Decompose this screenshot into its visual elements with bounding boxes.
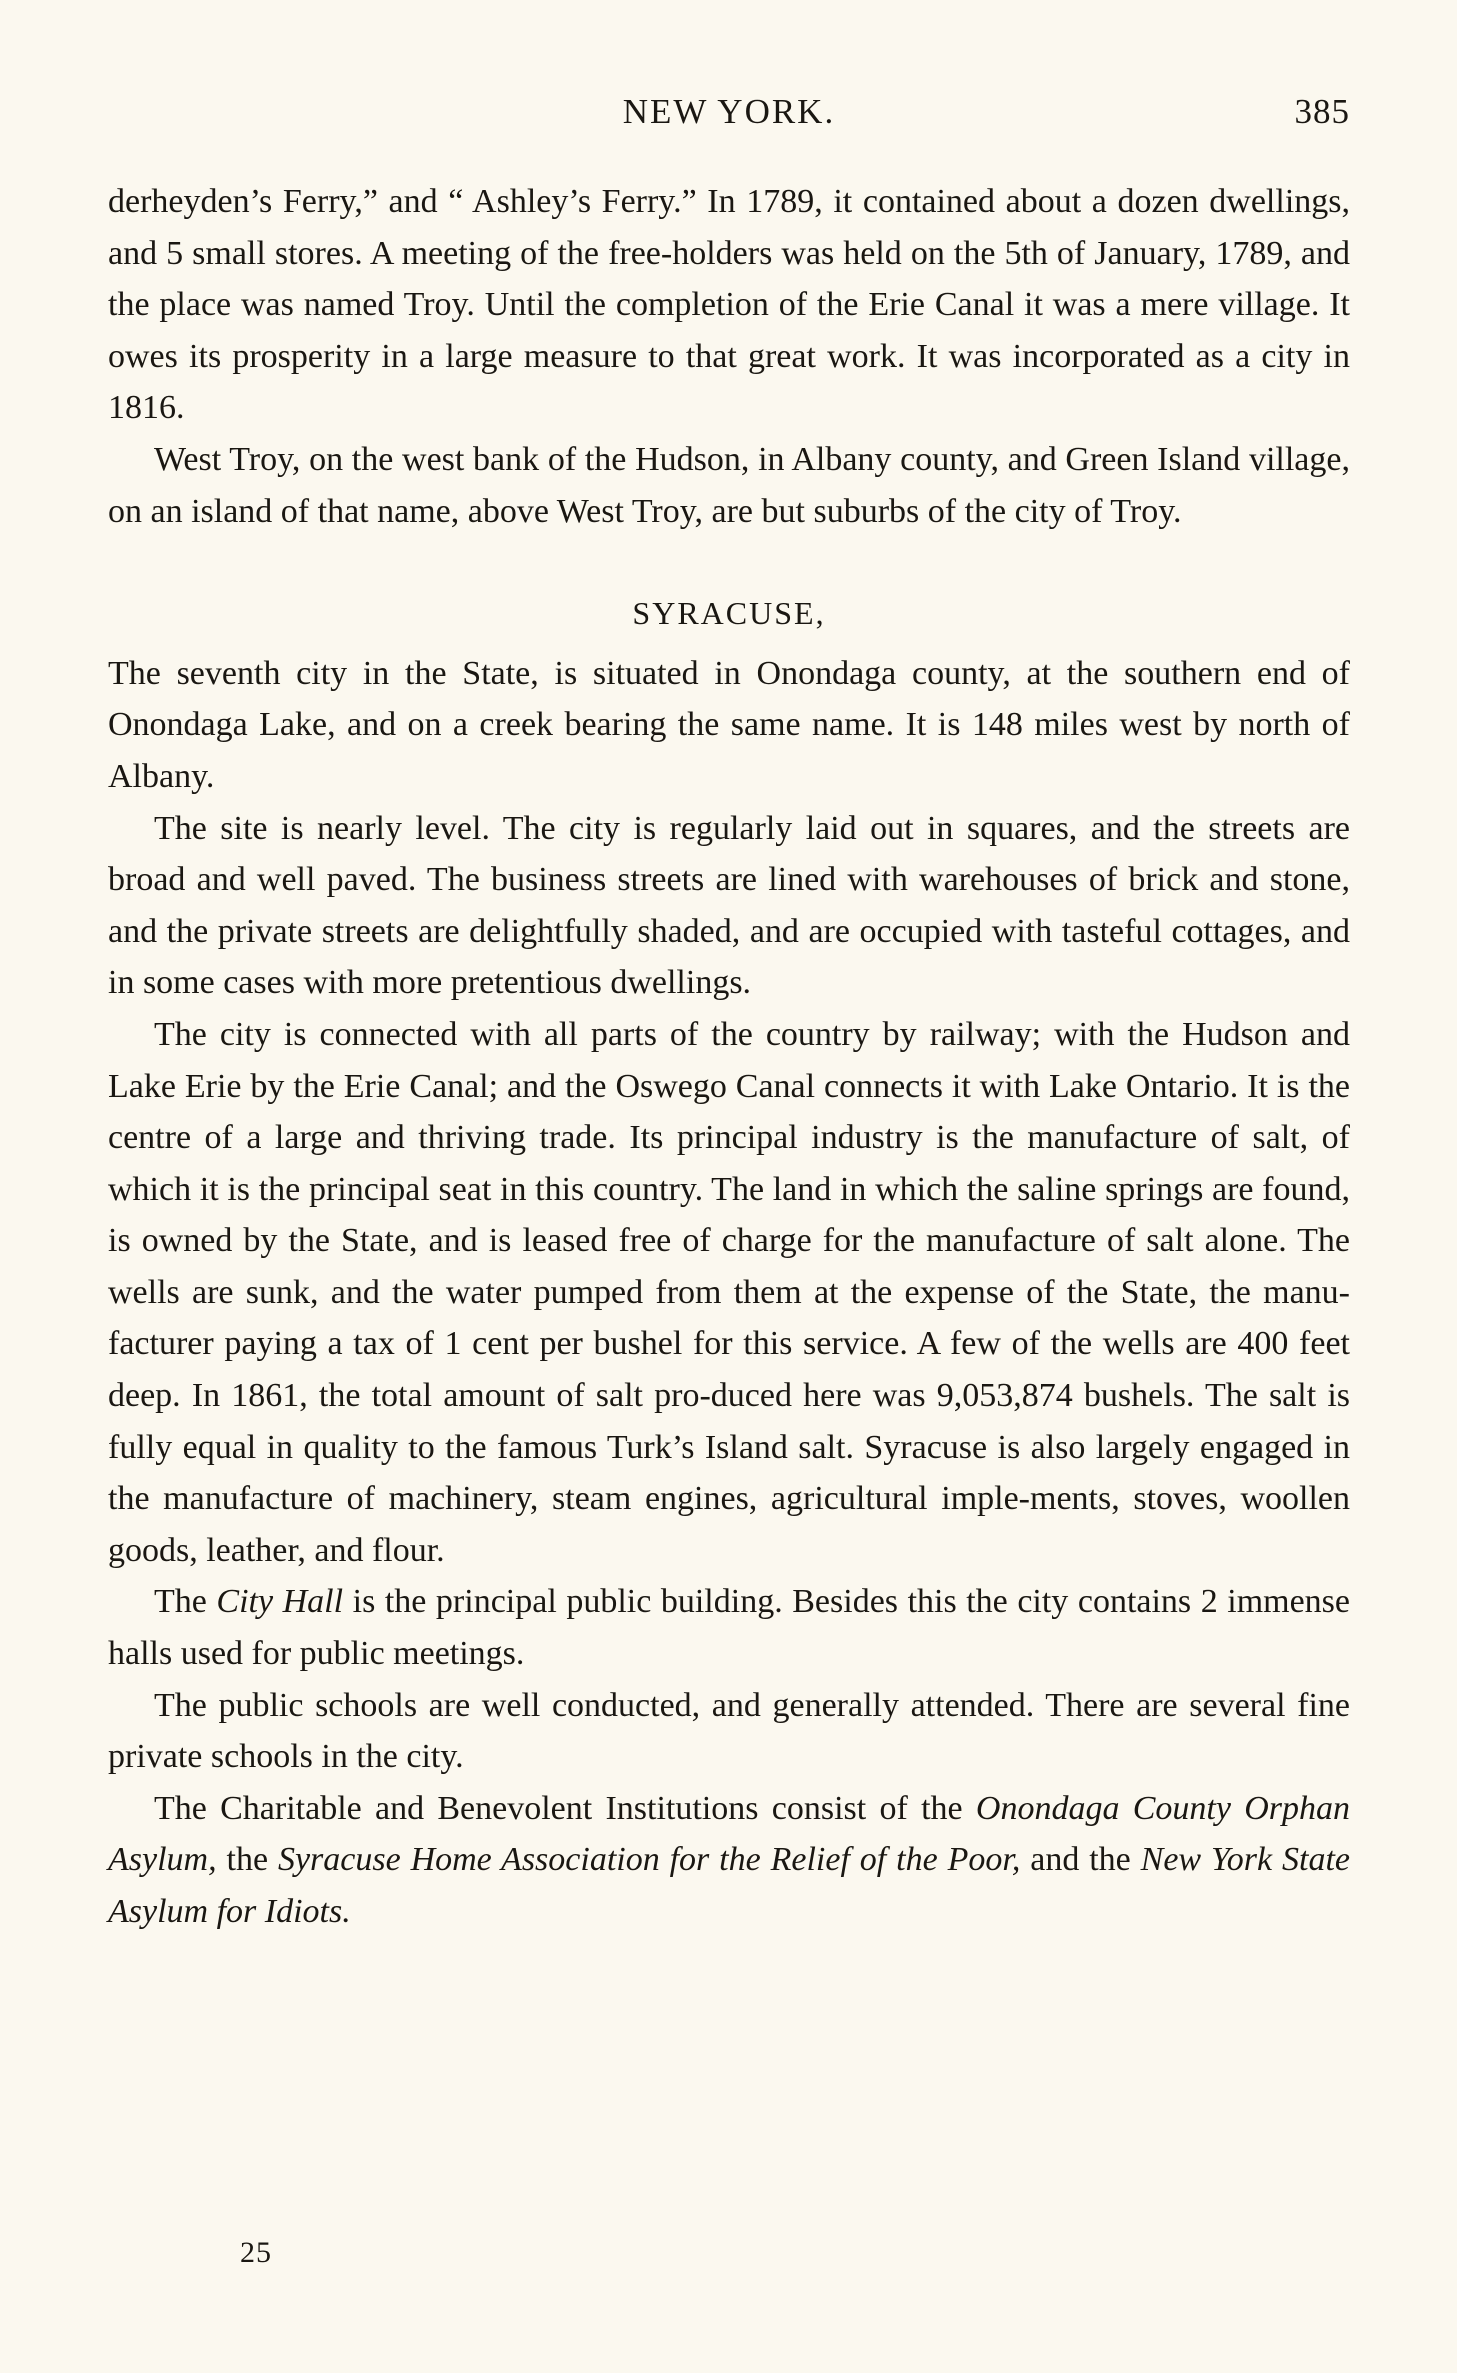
paragraph-syracuse-location: The seventh city in the State, is situated in Onondaga county, at the southern end of Onondaga Lake, and on a creek bearing the same name. It is 148 miles west by north of Albany. [108,654,1350,795]
text-span: the [216,1841,278,1879]
signature-mark: 25 [240,2236,272,2269]
paragraph-syracuse-trade: The city is connected with all parts of the country by railway; with the Hudson and Lake Erie by the Erie Canal; and the Oswego Canal connects it with Lake Ontario. It is the centre of a large and thriving trade. Its principal industry is the manufacture of salt, of which it is the principal seat in this country. The land in which the saline springs are found, is owned by the State, and is leased free of charge for the manufacture of salt alone. The wells are sunk, and the water pumped from them at the expense of the State, the manu-facturer paying a tax of 1 cent per bushel for this service. A few of the wells are 400 feet deep. In 1861, the total amount of salt pro-duced here was 9,053,874 bushels. The salt is fully equal in quality to the famous Turk’s Island salt. Syracuse is also largely engaged in the manufacture of machinery, steam engines, agricultural imple-ments, stoves, woollen goods, leather, and flour. [108,1015,1350,1569]
paragraph-city-hall [108,1576,1350,1679]
section-heading: SYRACUSE, [632,595,826,632]
text-span: is the principal public building. Besides this the city contains 2 immense halls used for public meetings. [108,1583,1351,1673]
text-span: The Charitable and Benevolent Institutions consist of the [154,1789,976,1827]
text-span: The [154,1583,217,1621]
page-number: 385 [1294,92,1350,131]
running-title: NEW YORK. [622,92,836,131]
paragraph-troy-history: derheyden’s Ferry,” and “ Ashley’s Ferry.” In 1789, it contained about a dozen dwellings, and 5 small stores. A meeting of the free-holders was held on the 5th of January, 1789, and the place was named Troy. Until the completion of the Erie Canal it was a mere village. It owes its prosperity in a large measure to that great work. It was incorporated as a city in 1816. [108,183,1350,427]
paragraph-schools: The public schools are well conducted, and generally attended. There are several fine private schools in the city. [108,1686,1350,1776]
italic-city-hall: City Hall [216,1583,344,1621]
italic-idiots-asylum: New York State Asylum for Idiots. [108,1841,1350,1930]
paragraph-west-troy: West Troy, on the west bank of the Hudson, in Albany county, and Green Island village, on an island of that name, above West Troy, are but suburbs of the city of Troy. [108,440,1350,530]
italic-orphan-asylum: Onondaga County Orphan Asylum, [108,1789,1350,1879]
paragraph-institutions [108,1783,1350,1938]
italic-home-association: Syracuse Home Association for the Relief of the Poor, [277,1841,1021,1879]
running-head [108,92,1350,142]
paragraph-syracuse-site: The site is nearly level. The city is regularly laid out in squares, and the streets are broad and well paved. The business streets are lined with warehouses of brick and stone, and the private streets are delightfully shaded, and are occupied with tasteful cottages, and in some cases with more pretentious dwellings. [108,809,1350,1002]
text-span: and the [1020,1841,1141,1879]
body-text [108,176,1350,1938]
